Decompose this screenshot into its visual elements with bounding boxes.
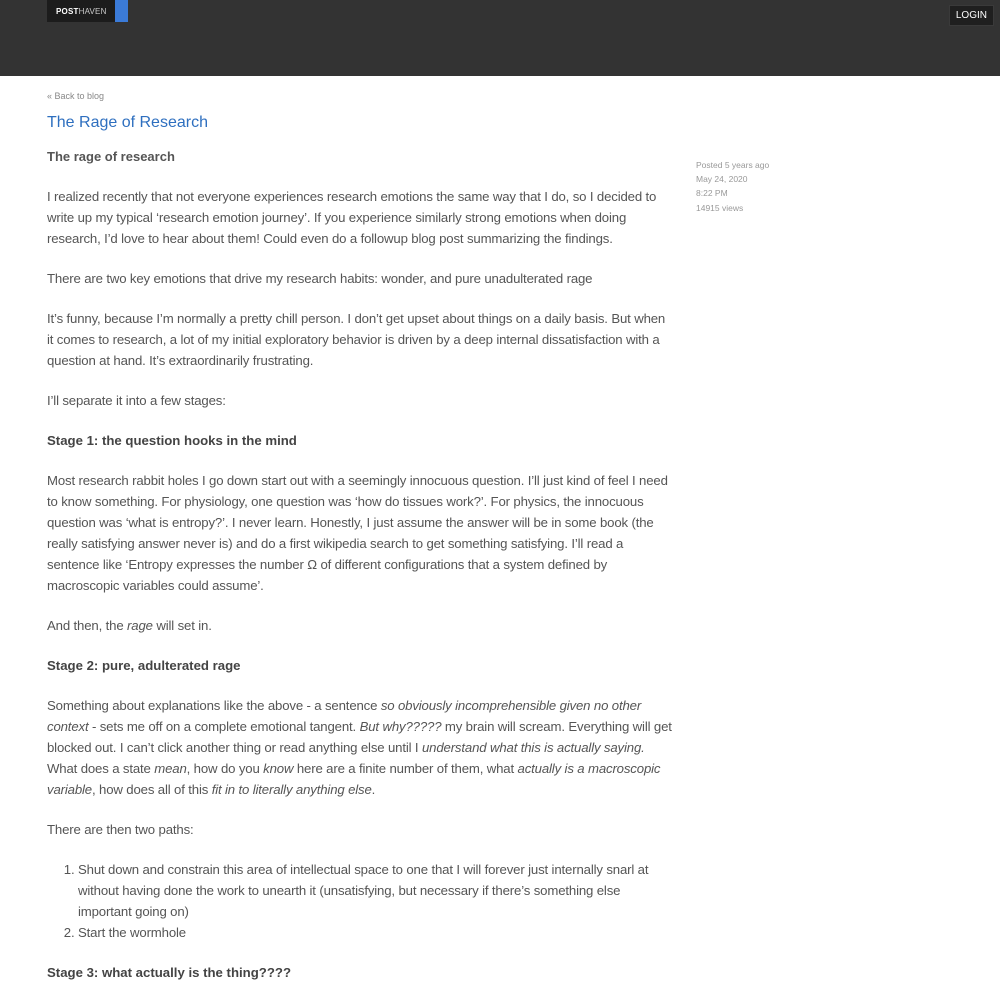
text-run: Something about explanations like the above - a sentence	[47, 698, 381, 713]
text-run: .	[371, 782, 376, 797]
text-run: my brain will scream. Everything will get blocked out. I can’t click another thing or read anything else until I	[47, 719, 672, 755]
emphasis-text: understand what this is actually saying.	[421, 740, 645, 755]
post-content	[47, 90, 672, 1002]
post-time: 8:22 PM	[696, 188, 728, 199]
back-to-blog-link[interactable]: « Back to blog	[47, 91, 105, 101]
paragraph: I realized recently that not everyone experiences research emotions the same way that I do, so I decided to write up my typical ‘research emotion journey’. If you experience similarly strong emotions when doing research, I’d love to hear about them! Could even do a followup blog post summarizing the findings.	[47, 189, 657, 246]
list-item: 1. Shut down and constrain this area of intellectual space to one that I will forever just internally snarl at without having done the work to unearth it (unsatisfying, but necessary if there’s something else important going on)	[78, 859, 672, 922]
text-run: here are a finite number of them, what	[293, 761, 518, 776]
logo-text-thin: HAVEN	[78, 6, 107, 16]
post-body	[47, 186, 672, 983]
top-bar	[0, 0, 1000, 76]
logo-text-bold: POST	[56, 6, 79, 16]
post-meta	[696, 158, 836, 215]
paragraph: There are then two paths:	[47, 822, 194, 837]
text-run: - sets me off on a complete emotional tangent.	[88, 719, 360, 734]
text-run: , how do you	[186, 761, 264, 776]
text-run: , how does all of this	[91, 782, 212, 797]
emphasis-text: But why?????	[359, 719, 442, 734]
posted-ago: Posted 5 years ago	[696, 160, 770, 170]
paths-list	[47, 859, 672, 943]
paragraph	[47, 695, 672, 800]
section-heading-stage-2: Stage 2: pure, adulterated rage	[47, 658, 241, 673]
logo-text	[47, 0, 115, 22]
emphasis-text: mean	[154, 761, 187, 776]
paragraph: There are two key emotions that drive my research habits: wonder, and pure unadulterated rage	[47, 271, 593, 286]
emphasis-text: actually is a macroscopic variable	[47, 761, 661, 797]
login-button[interactable]: LOGIN	[949, 5, 994, 26]
paragraph: It’s funny, because I’m normally a pretty chill person. I don’t get upset about things on a daily basis. But when it comes to research, a lot of my initial exploratory behavior is driven by a deep internal dissatisfaction with a question at hand. It’s extraordinarily frustrating.	[47, 311, 666, 368]
post-date: May 24, 2020	[696, 174, 748, 185]
emphasis-text: know	[263, 761, 294, 776]
section-heading-stage-3: Stage 3: what actually is the thing????	[47, 965, 291, 980]
emphasis-text: rage	[127, 618, 153, 633]
view-count: 14915 views	[696, 202, 744, 213]
paragraph	[47, 615, 672, 636]
emphasis-text: so obviously incomprehensible given no other context	[47, 698, 642, 734]
post-title[interactable]: The Rage of Research	[47, 114, 208, 131]
paragraph: Most research rabbit holes I go down start out with a seemingly innocuous question. I’ll just kind of feel I need to know something. For physiology, one question was ‘how do tissues work?’. For physics, the innocuous question was ‘what is entropy?’. I never learn. Honestly, I just assume the answer will be in some book (the really satisfying answer never is) and do a first wikipedia search to get something satisfying. I’ll read a sentence like ‘Entropy expresses the number Ω of different configurations that a system defined by macroscopic variables could assume’.	[47, 473, 668, 593]
post-subheading: The rage of research	[47, 149, 175, 164]
text-run: What does a state	[47, 761, 155, 776]
emphasis-text: fit in to literally anything else	[211, 782, 372, 797]
posthaven-logo[interactable]	[47, 0, 128, 22]
section-heading-stage-1: Stage 1: the question hooks in the mind	[47, 433, 297, 448]
logo-mark-icon	[115, 0, 128, 22]
text-run: will set in.	[152, 618, 212, 633]
paragraph: I’ll separate it into a few stages:	[47, 393, 226, 408]
text-run: And then, the	[47, 618, 128, 633]
list-item: 2. Start the wormhole	[78, 922, 672, 943]
